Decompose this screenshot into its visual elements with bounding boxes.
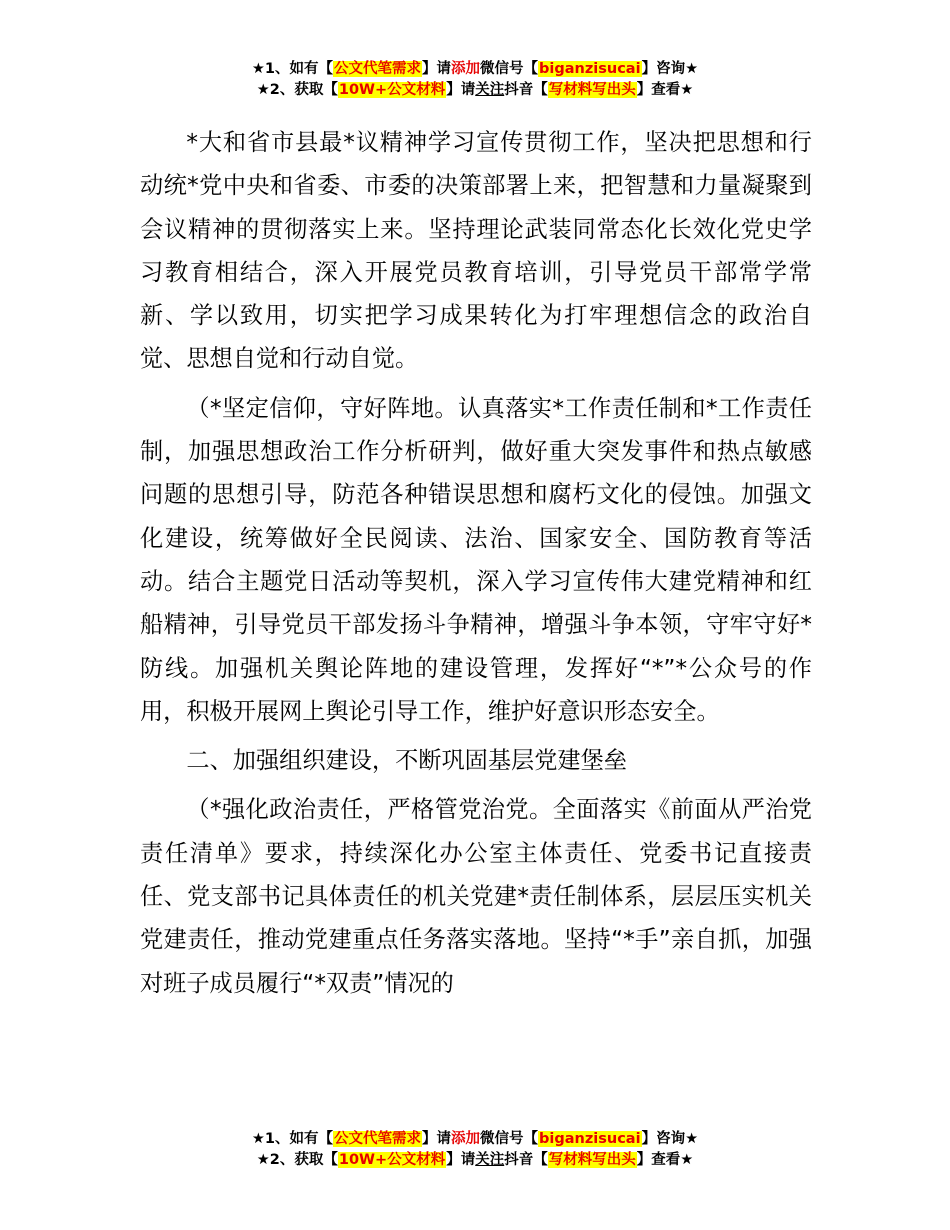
banner-highlight: 10W+公文材料 [338, 82, 446, 98]
banner-text: 】咨询★ [641, 61, 699, 77]
document-body [140, 121, 812, 1011]
banner-line-1 [0, 59, 950, 80]
banner-line-1 [0, 1129, 950, 1150]
banner-text: 】查看★ [636, 1152, 694, 1168]
banner-highlight: biganzisucai [539, 61, 641, 77]
banner-text: 抖音【 [504, 82, 548, 98]
section-heading: 二、加强组织建设，不断巩固基层党建堡垒 [186, 747, 627, 775]
banner-text: 微信号【 [480, 61, 539, 77]
banner-text: 】请 [446, 82, 476, 98]
banner-text: 】请 [422, 61, 452, 77]
banner-highlight: 写材料写出头 [548, 1152, 636, 1168]
banner-highlight: 10W+公文材料 [338, 1152, 446, 1168]
banner-line-2 [0, 80, 950, 101]
banner-line-2 [0, 1150, 950, 1171]
banner-text: 微信号【 [480, 1131, 539, 1147]
paragraph: （*强化政治责任，严格管党治党。全面落实《前面从严治党责任清单》要求，持续深化办公室主体责任、党委书记直接责任、党支部书记具体责任的机关党建*责任制体系，层层压实机关党建责任，推动党建重点任务落实落地。坚持“*手”亲自抓，加强对班子成员履行“*双责”情况的 [140, 796, 812, 997]
banner-text: 】查看★ [636, 82, 694, 98]
banner-text: 】请 [422, 1131, 452, 1147]
banner-highlight: 公文代笔需求 [334, 61, 422, 77]
banner-text: ★2、获取【 [256, 1152, 338, 1168]
banner-text: 】请 [446, 1152, 476, 1168]
banner-text: ★1、如有【 [251, 1131, 334, 1147]
banner-highlight: 写材料写出头 [548, 82, 636, 98]
banner-text: ★2、获取【 [256, 82, 338, 98]
banner-text: 抖音【 [504, 1152, 548, 1168]
banner-emphasis: 添加 [451, 1131, 481, 1147]
banner-highlight: 公文代笔需求 [334, 1131, 422, 1147]
banner-emphasis: 关注 [475, 1152, 505, 1168]
header-banner [0, 59, 950, 101]
banner-emphasis: 添加 [451, 61, 481, 77]
banner-emphasis: 关注 [475, 82, 505, 98]
footer-banner [0, 1129, 950, 1171]
banner-highlight: biganzisucai [539, 1131, 641, 1147]
paragraph: （*坚定信仰，守好阵地。认真落实*工作责任制和*工作责任制，加强思想政治工作分析研判，做好重大突发事件和热点敏感问题的思想引导，防范各种错误思想和腐朽文化的侵蚀。加强文化建设，统筹做好全民阅读、法治、国家安全、国防教育等活动。结合主题党日活动等契机，深入学习宣传伟大建党精神和红船精神，引导党员干部发扬斗争精神，增强斗争本领，守牢守好*防线。加强机关舆论阵地的建设管理，发挥好“*”*公众号的作用，积极开展网上舆论引导工作，维护好意识形态安全。 [140, 394, 812, 725]
banner-text: 】咨询★ [641, 1131, 699, 1147]
paragraph: *大和省市县最*议精神学习宣传贯彻工作，坚决把思想和行动统*党中央和省委、市委的决策部署上来，把智慧和力量凝聚到会议精神的贯彻落实上来。坚持理论武装同常态化长效化党史学习教育相结合，深入开展党员教育培训，引导党员干部常学常新、学以致用，切实把学习成果转化为打牢理想信念的政治自觉、思想自觉和行动自觉。 [140, 129, 812, 373]
banner-text: ★1、如有【 [251, 61, 334, 77]
